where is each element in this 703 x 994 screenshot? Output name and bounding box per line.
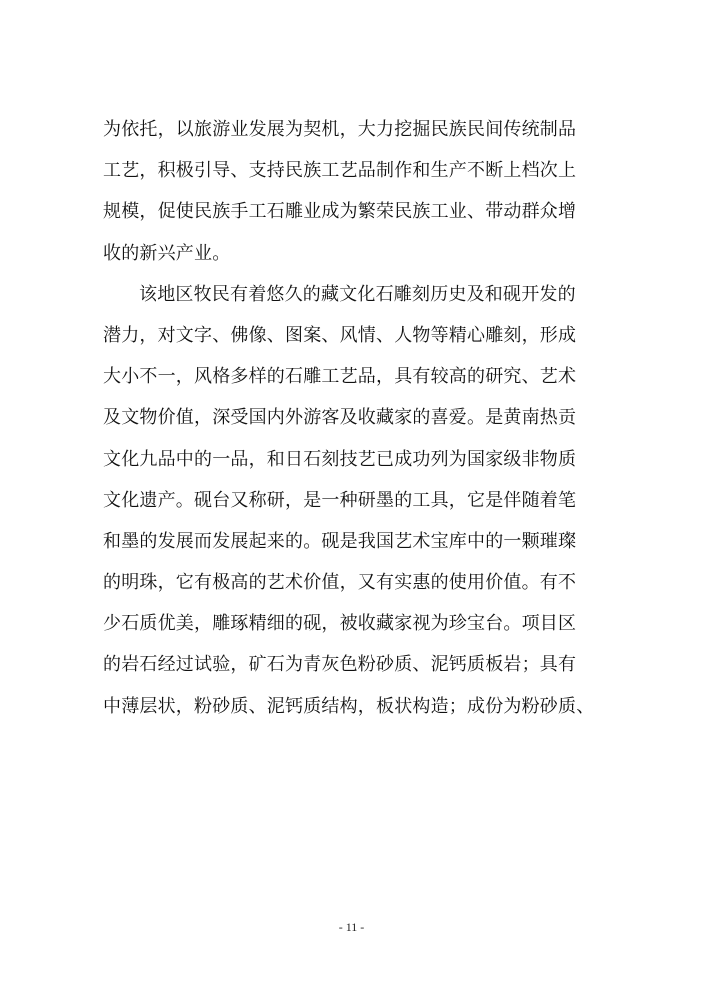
text-line: 中薄层状，粉砂质、泥钙质结构，板状构造；成份为粉砂质、 <box>103 695 595 717</box>
text-line: 的明珠，它有极高的艺术价值，又有实惠的使用价值。有不 <box>103 572 577 594</box>
text-line: 文化九品中的一品，和日石刻技艺已成功列为国家级非物质 <box>103 448 577 470</box>
text-line: 及文物价值，深受国内外游客及收藏家的喜爱。是黄南热贡 <box>103 407 577 429</box>
page-number: - 11 - <box>338 920 365 934</box>
text-line: 工艺，积极引导、支持民族工艺品制作和生产不断上档次上 <box>103 160 577 182</box>
paragraph-2 <box>103 274 603 727</box>
text-line: 少石质优美，雕琢精细的砚，被收藏家视为珍宝台。项目区 <box>103 613 577 635</box>
document-body <box>103 109 603 727</box>
paragraph-1 <box>103 109 603 274</box>
text-line: 该地区牧民有着悠久的藏文化石雕刻历史及和砚开发的 <box>139 283 576 305</box>
text-line: 和墨的发展而发展起来的。砚是我国艺术宝库中的一颗璀璨 <box>103 530 577 552</box>
text-line: 的岩石经过试验，矿石为青灰色粉砂质、泥钙质板岩；具有 <box>103 654 577 676</box>
text-line: 文化遗产。砚台又称研，是一种研墨的工具，它是伴随着笔 <box>103 489 577 511</box>
text-line: 为依托，以旅游业发展为契机，大力挖掘民族民间传统制品 <box>103 119 577 140</box>
text-line: 大小不一，风格多样的石雕工艺品，具有较高的研究、艺术 <box>103 366 577 388</box>
text-line: 潜力，对文字、佛像、图案、风情、人物等精心雕刻，形成 <box>103 324 577 346</box>
text-line: 规模，促使民族手工石雕业成为繁荣民族工业、带动群众增 <box>103 201 577 223</box>
text-line: 收的新兴产业。 <box>103 242 231 264</box>
